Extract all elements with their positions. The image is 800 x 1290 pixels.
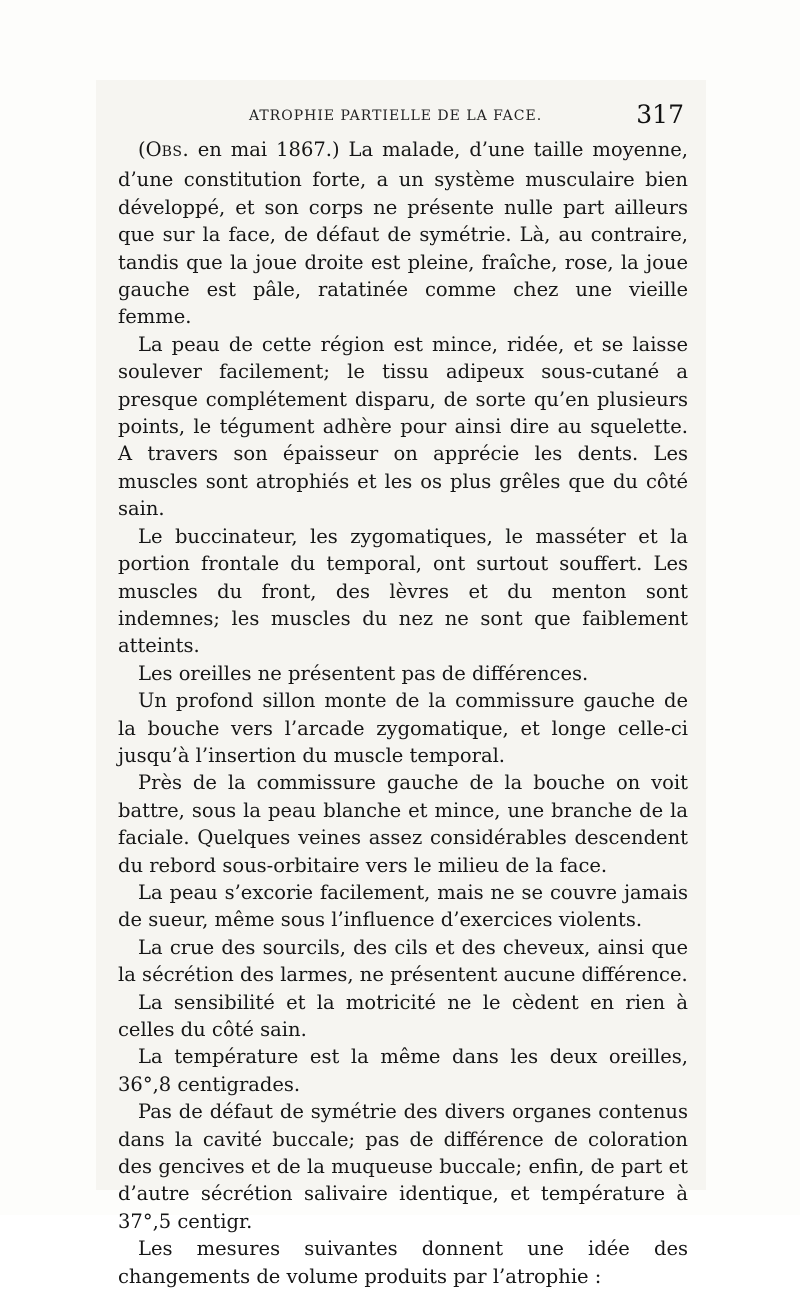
paragraph: La sensibilité et la motricité ne le cèdent en rien à celles du côté sain. <box>118 990 688 1041</box>
paragraph: Un profond sillon monte de la commissure gauche de la bouche vers l’arcade zygomatique, et longe celle-ci jusqu’à l’insertion du muscle temporal. <box>118 689 688 767</box>
paragraph-observation <box>118 136 688 331</box>
paragraph: La température est la même dans les deux oreilles, 36°,8 centigrades. <box>118 1045 688 1096</box>
paragraph: Pas de défaut de symétrie des divers organes contenus dans la cavité buccale; pas de différence de coloration des gencives et de la muqueuse buccale; enfin, de part et d’autre sécrétion salivaire identique, et température à 37°,5 centigr. <box>118 1100 688 1233</box>
page-number: 317 <box>636 100 684 129</box>
paragraph: Les mesures suivantes donnent une idée des changements de volume produits par l’atrophie : <box>118 1237 688 1288</box>
paragraph: La peau s’excorie facilement, mais ne se couvre jamais de sueur, même sous l’influence d’exercices violents. <box>118 880 688 932</box>
obs-small-caps: BS <box>161 144 183 160</box>
page-header <box>116 100 684 136</box>
page-body <box>118 136 688 1290</box>
paragraph: Les oreilles ne présentent pas de différences. <box>138 661 589 685</box>
obs-open: (O <box>138 138 162 161</box>
paragraph: Le buccinateur, les zygomatiques, le masséter et la portion frontale du temporal, ont surtout souffert. Les muscles du front, des lèvres et du menton sont indemnes; les muscles du nez ne sont que faiblement atteints. <box>118 524 688 658</box>
paragraph: La crue des sourcils, des cils et des cheveux, ainsi que la sécrétion des larmes, ne présentent aucune différence. <box>118 935 688 987</box>
running-title: ATROPHIE PARTIELLE DE LA FACE. <box>249 108 543 124</box>
obs-text: . en mai 1867.) La malade, d’une taille moyenne, d’une constitution forte, a un système musculaire bien développé, et son corps ne présente nulle part ailleurs que sur la face, de défaut de symétrie. Là, au contraire, tandis que la joue droite est pleine, fraîche, rose, la joue gauche est pâle, ratatinée comme chez une vieille femme. <box>118 138 688 329</box>
paragraph: La peau de cette région est mince, ridée, et se laisse soulever facilement; le tissu adipeux sous-cutané a presque complétement disparu, de sorte qu’en plusieurs points, le tégument adhère pour ainsi dire au squelette. A travers son épaisseur on apprécie les dents. Les muscles sont atrophiés et les os plus grêles que du côté sain. <box>118 332 688 521</box>
paragraph: Près de la commissure gauche de la bouche on voit battre, sous la peau blanche et mince, une branche de la faciale. Quelques veines assez considérables descendent du rebord sous-orbitaire vers le milieu de la face. <box>118 771 688 877</box>
